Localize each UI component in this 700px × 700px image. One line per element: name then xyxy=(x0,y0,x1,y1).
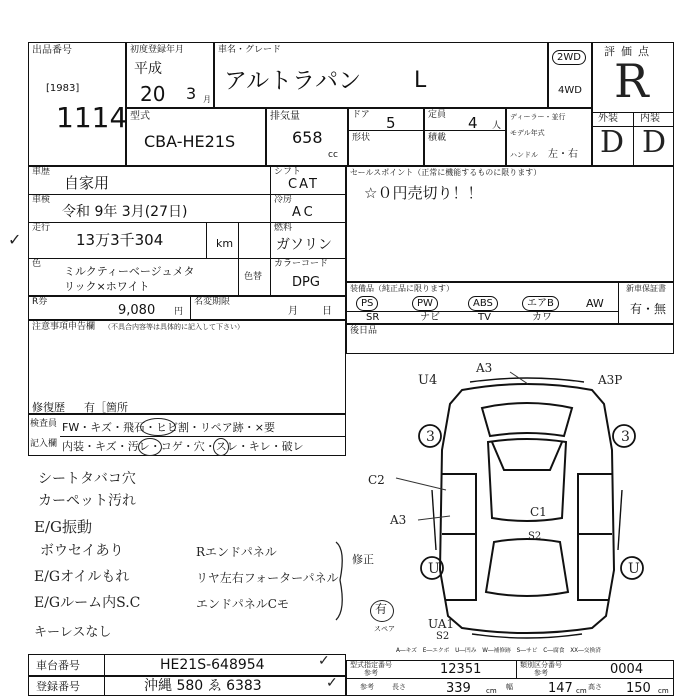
shift-label: シフト xyxy=(274,167,302,177)
plate-check: ✓ xyxy=(326,675,338,691)
shape-label: 形状 xyxy=(352,133,371,143)
door-label: ドア xyxy=(352,110,370,120)
damage-code: A3P xyxy=(598,373,623,387)
equipment-label: 装備品（純正品に限ります） xyxy=(350,284,454,293)
length: 339 xyxy=(446,681,471,696)
memo-label: 記入欄 xyxy=(30,439,58,449)
handle-label: ハンドル xyxy=(510,151,538,159)
reg-date-label: 初度登録年月 xyxy=(130,45,185,55)
equip-tv: TV xyxy=(478,312,491,323)
handwritten-note: ボウセイあり xyxy=(40,543,124,559)
drive-4wd: 4WD xyxy=(558,85,582,96)
score-label: 評価点 xyxy=(604,45,655,58)
tax-label: R券 xyxy=(32,297,48,307)
checkmark: ✓ xyxy=(8,230,22,249)
model-label: 型式 xyxy=(130,111,150,122)
interior-label: 内装 xyxy=(640,113,660,124)
class-no: 0004 xyxy=(610,662,644,677)
type-no: 12351 xyxy=(440,662,482,677)
warranty-value: 有・無 xyxy=(630,302,667,316)
score-value: R xyxy=(614,54,649,108)
capacity-label: 定員 xyxy=(428,110,447,120)
warranty-label: 新車保証書 xyxy=(626,284,666,293)
load-label: 積載 xyxy=(428,133,447,143)
handwritten-note: シートタバコ穴 xyxy=(38,471,136,487)
tax-box xyxy=(28,296,346,320)
inspection-label: 車検 xyxy=(32,195,51,205)
spare-label: スペア xyxy=(374,625,395,633)
equip-ps: PS xyxy=(356,296,378,311)
inspector-row1: FW・キズ・飛石・ヒビ割・リペア跡・×要 xyxy=(62,421,275,434)
damage-code: A3 xyxy=(476,361,493,375)
fuel-label: 燃料 xyxy=(274,223,293,233)
sales-point-text: ☆０円売切り！！ xyxy=(364,184,483,202)
chassis-check: ✓ xyxy=(318,653,330,669)
ref-label-2: 参考 xyxy=(534,669,548,677)
damage-code: A3 xyxy=(390,513,407,527)
chassis-number: HE21S-648954 xyxy=(160,657,265,673)
damage-code: 3 xyxy=(426,429,435,445)
reg-month-unit: 月 xyxy=(203,95,211,104)
car-damage-diagram xyxy=(392,370,662,645)
damage-code: S2 xyxy=(528,531,542,542)
later-items-label: 後日品 xyxy=(350,326,378,336)
tax-value: 9,080 xyxy=(118,303,156,318)
sales-point-label: セールスポイント（正常に機能するものに限ります） xyxy=(350,168,542,177)
damage-code: S2 xyxy=(436,631,450,642)
insp-label: 名変期限 xyxy=(194,297,231,307)
equip-navi: ナビ xyxy=(420,312,440,323)
width: 147 xyxy=(548,681,573,696)
color-line2: リック×ホワイト xyxy=(64,280,150,293)
width-label: 幅 xyxy=(506,683,513,691)
mileage-label: 走行 xyxy=(32,223,51,233)
handle-value: 左・右 xyxy=(548,149,578,160)
exterior-label: 外装 xyxy=(598,113,618,124)
displacement-label: 排気量 xyxy=(270,111,300,122)
inspection-value: 令和 9年 3月(27日) xyxy=(62,204,188,220)
reg-month: 3 xyxy=(186,84,197,103)
interior-grade: D xyxy=(642,125,667,160)
equip-aw: AW xyxy=(586,297,604,310)
damage-code: C2 xyxy=(368,473,385,487)
equip-pw: PW xyxy=(412,296,438,311)
equip-sr: SR xyxy=(366,312,380,323)
dealer-label: ディーラー・並行 xyxy=(510,113,566,121)
capacity: 4 xyxy=(468,114,478,132)
caution-box xyxy=(28,320,346,414)
inspector-label: 検査員 xyxy=(30,419,58,429)
ref-label-1: 参考 xyxy=(364,669,378,677)
mark-circle xyxy=(138,438,162,456)
color-label: 色 xyxy=(32,259,42,269)
handwritten-note: E/G振動 xyxy=(34,518,92,536)
recolor-label: 色替 xyxy=(244,272,263,282)
tax-unit: 円 xyxy=(174,307,184,317)
handwritten-note: 修正 xyxy=(352,553,374,566)
color-code: DPG xyxy=(292,275,320,290)
height-unit: cm xyxy=(658,687,669,695)
fuel-value: ガソリン xyxy=(276,237,332,253)
damage-code: U xyxy=(628,561,640,577)
plate-number: 沖縄 580 ゑ 6383 xyxy=(144,678,262,694)
capacity-unit: 人 xyxy=(492,121,502,131)
car-name-label: 車名・グレード xyxy=(218,45,282,55)
insp-month: 月 xyxy=(288,306,298,317)
ac-label: 冷房 xyxy=(274,195,293,205)
later-items-box xyxy=(346,324,674,354)
bracket-mark xyxy=(334,540,350,622)
car-name: アルトラパン xyxy=(224,68,362,94)
equip-leather: カワ xyxy=(532,312,552,323)
type-no-label: 型式指定番号 xyxy=(350,661,392,669)
ref-label-3: 参考 xyxy=(360,683,374,691)
door-count: 5 xyxy=(386,114,396,132)
height-label: 高さ xyxy=(588,683,602,691)
caution-label: 注意事項申告欄 xyxy=(32,322,96,332)
height: 150 xyxy=(626,681,651,696)
lot-label: 出品番号 xyxy=(32,45,72,56)
color-line1: ミルクティーベージュメタ xyxy=(64,265,195,278)
repair-value: 有［箇所 xyxy=(84,401,128,414)
damage-code: U4 xyxy=(418,373,438,388)
equip-abs: ABS xyxy=(468,296,498,311)
mileage-unit: km xyxy=(216,237,234,250)
caution-sub: （不具合内容等は具体的に記入して下さい） xyxy=(104,323,244,331)
shift-value: CAT xyxy=(288,177,319,192)
ac-value: AC xyxy=(292,205,316,220)
damage-code: UA1 xyxy=(428,617,455,631)
plate-label: 登録番号 xyxy=(36,680,80,693)
model-code: CBA-HE21S xyxy=(144,132,236,151)
handwritten-note: E/Gオイルもれ xyxy=(34,569,130,585)
damage-code: U xyxy=(428,561,440,577)
displacement-unit: cc xyxy=(328,150,338,160)
lot-number: 1114 xyxy=(56,101,128,134)
damage-code: C1 xyxy=(530,505,547,519)
equip-airbag: エアB xyxy=(522,296,559,311)
class-no-label: 類別区分番号 xyxy=(520,661,562,669)
history-value: 自家用 xyxy=(64,174,110,192)
handwritten-note: E/Gルーム内S.C xyxy=(34,595,141,611)
era: 平成 xyxy=(134,61,162,77)
handwritten-note: Rエンドパネル xyxy=(196,545,277,559)
handwritten-note: カーペット汚れ xyxy=(38,493,136,509)
grade: L xyxy=(414,68,427,93)
handwritten-note: リヤ左右フォーターパネル xyxy=(196,571,339,585)
lot-year: [1983] xyxy=(46,83,80,94)
width-unit: cm xyxy=(576,687,587,695)
history-label: 車歴 xyxy=(32,167,51,177)
mileage-value: 13万3千304 xyxy=(76,231,164,249)
damage-legend: A―キズ E―エクボ U―凹み W―補修跡 S―サビ C―腐食 XX―交換済 xyxy=(396,647,602,654)
inspector-row2: 内装・キズ・汚レ・コゲ・穴・スレ・キレ・破レ xyxy=(62,440,304,453)
repair-label: 修復歴 xyxy=(32,401,65,414)
drive-2wd: 2WD xyxy=(552,50,586,65)
color-code-label: カラーコード xyxy=(274,259,329,269)
chassis-label: 車台番号 xyxy=(36,659,80,672)
mark-circle xyxy=(140,418,176,436)
model-year-label: モデル年式 xyxy=(510,129,545,137)
spare-mark: 有 xyxy=(375,602,388,616)
length-label: 長さ xyxy=(392,683,406,691)
length-unit: cm xyxy=(486,687,497,695)
exterior-grade: D xyxy=(600,125,625,160)
handwritten-note: エンドパネルCモ xyxy=(196,597,289,611)
displacement: 658 xyxy=(292,128,323,147)
insp-day: 日 xyxy=(322,306,332,317)
reg-year: 20 xyxy=(140,82,166,106)
mark-circle xyxy=(213,438,229,456)
handwritten-note: キーレスなし xyxy=(34,625,112,640)
damage-code: 3 xyxy=(621,429,630,445)
